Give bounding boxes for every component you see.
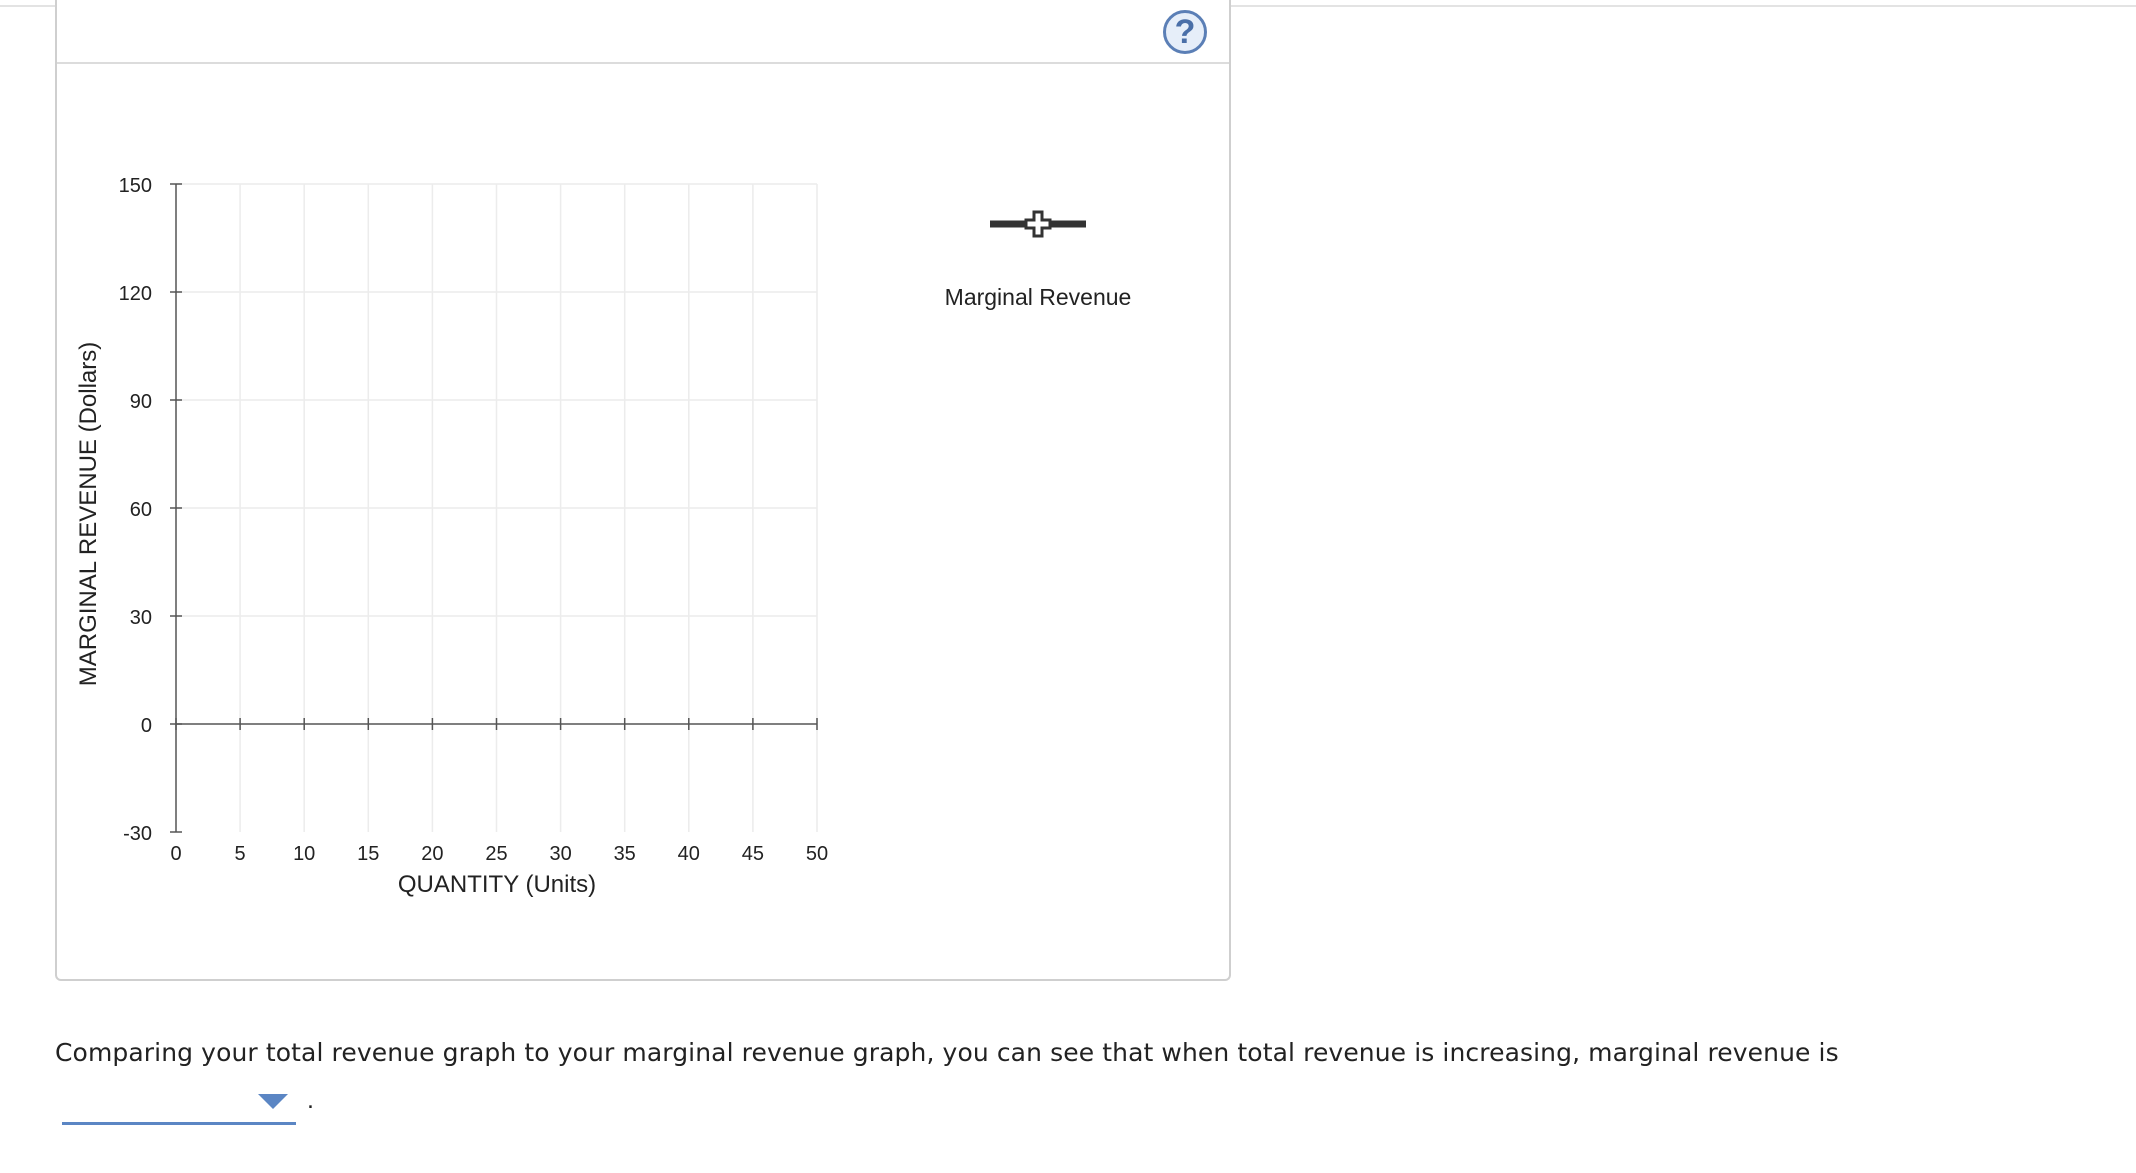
x-tick-label: 20 xyxy=(421,843,444,865)
grid-lines xyxy=(176,184,817,832)
x-axis-label: QUANTITY (Units) xyxy=(397,871,597,898)
y-tick-label: 120 xyxy=(118,283,152,305)
help-button[interactable]: ? xyxy=(1163,10,1207,54)
y-tick-label: 150 xyxy=(118,175,152,197)
legend-plus-marker xyxy=(1026,212,1050,236)
y-tick-label: 60 xyxy=(129,499,152,521)
x-tick-label: 0 xyxy=(170,843,182,865)
x-tick-label: 5 xyxy=(234,843,246,865)
sentence-period: . xyxy=(307,1086,314,1114)
dropdown-arrow-icon xyxy=(258,1094,288,1109)
y-axis-label: MARGINAL REVENUE (Dollars) xyxy=(75,341,102,687)
x-tick-label: 50 xyxy=(805,843,829,865)
x-tick-label: 45 xyxy=(741,843,765,865)
marginal-revenue-dropdown[interactable] xyxy=(62,1090,296,1125)
x-tick-label: 10 xyxy=(293,843,316,865)
x-tick-label: 15 xyxy=(357,843,380,865)
x-tick-label: 40 xyxy=(677,843,700,865)
question-text: Comparing your total revenue graph to your marginal revenue graph, you can see that when total revenue is increasing, marginal revenue is xyxy=(55,1038,1839,1067)
y-tick-label: 0 xyxy=(140,715,152,737)
legend-label-marginal-revenue: Marginal Revenue xyxy=(944,284,1132,310)
y-tick-label: 30 xyxy=(129,607,152,629)
x-tick-label: 30 xyxy=(549,843,572,865)
x-tick-label: 25 xyxy=(485,843,508,865)
y-tick-label: 90 xyxy=(129,391,152,413)
tick-labels xyxy=(119,175,829,865)
x-tick-label: 35 xyxy=(613,843,636,865)
y-tick-label: -30 xyxy=(123,823,152,845)
legend-marker-plus-icon[interactable] xyxy=(990,212,1086,236)
